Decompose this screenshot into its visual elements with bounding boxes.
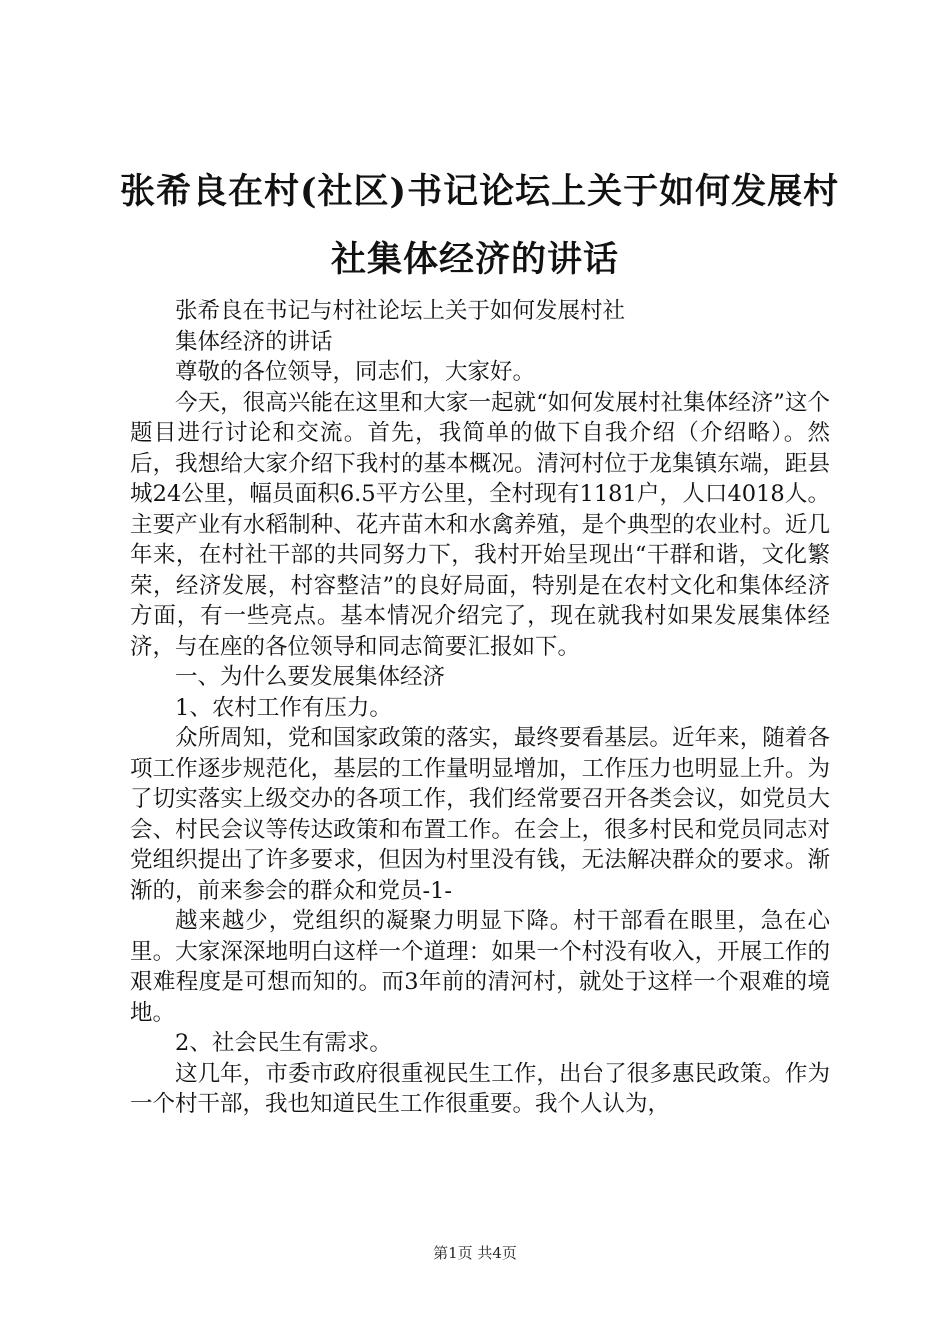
body-paragraph: 众所周知，党和国家政策的落实，最终要看基层。近年来，随着各项工作逐步规范化，基层的工作量明显增加，工作压力也明显上升。为了切实落实上级交办的各项工作，我们经常要召开各类会议，如党员大会、村民会议等传达政策和布置工作。在会上，很多村民和党员同志对党组织提出了许多要求，但因为村里没有钱，无法解决群众的要求。渐渐的，前来参会的群众和党员-1- [130, 725, 830, 904]
title-line-1: 张希良在村(社区)书记论坛上关于如何发展村 [120, 171, 840, 212]
subheading-1: 1、农村工作有压力。 [175, 694, 392, 721]
document-body [130, 296, 830, 1120]
intro-paragraph: 今天，很高兴能在这里和大家一起就“如何发展村社集体经济”这个题目进行讨论和交流。首先，我简单的做下自我介绍（介绍略）。然后，我想给大家介绍下我村的基本概况。清河村位于龙集镇东端，距县城24公里，幅员面积6.5平方公里，全村现有1181户，人口4018人。主要产业有水稻制种、花卉苗木和水禽养殖，是个典型的农业村。近几年来，在村社干部的共同努力下，我村开始呈现出“干群和谐，文化繁荣，经济发展，村容整洁”的良好局面，特别是在农村文化和集体经济方面，有一些亮点。基本情况介绍完了，现在就我村如果发展集体经济，与在座的各位领导和同志简要汇报如下。 [130, 389, 830, 660]
title-line-2: 社集体经济的讲话 [330, 239, 619, 280]
body-paragraph: 越来越少，党组织的凝聚力明显下降。村干部看在眼里，急在心里。大家深深地明白这样一个道理：如果一个村没有收入，开展工作的艰难程度是可想而知的。而3年前的清河村，就处于这样一个艰难的境地。 [130, 908, 830, 1026]
subtitle-line-2: 集体经济的讲话 [175, 328, 333, 355]
greeting-paragraph: 尊敬的各位领导，同志们，大家好。 [175, 359, 536, 385]
subtitle-line-1: 张希良在书记与村社论坛上关于如何发展村社 [175, 298, 626, 324]
body-paragraph: 这几年，市委市政府很重视民生工作，出台了很多惠民政策。作为一个村干部，我也知道民生工作很重要。我个人认为， [130, 1060, 830, 1117]
page-footer: 第1页 共4页 [433, 1244, 517, 1262]
subheading-2: 2、社会民生有需求。 [175, 1030, 392, 1056]
section-heading-1: 一、为什么要发展集体经济 [175, 664, 446, 690]
document-title [120, 158, 840, 294]
